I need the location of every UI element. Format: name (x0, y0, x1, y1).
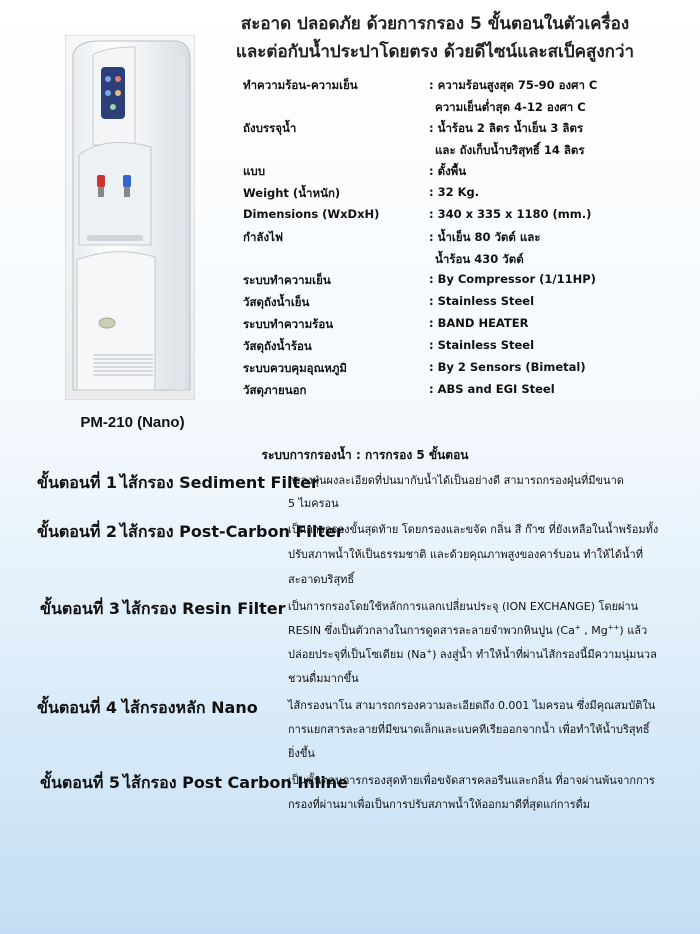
spec-value: : ABS and EGI Steel (429, 382, 555, 396)
spec-value: : 32 Kg. (429, 185, 480, 199)
step-desc-line: ปล่อยประจุที่เป็นโซเดียม (Na+) ลงสู่น้ำ ทำให้น้ำที่ผ่านไส้กรองนี้มีความนุ่มนวล (288, 647, 657, 661)
step-filter-name: ไส้กรอง Resin Filter (123, 599, 286, 618)
spec-value: : ตั้งพื้น (429, 164, 467, 178)
spec-label: Dimensions (WxDxH) (243, 207, 380, 221)
step-desc-line: การแยกสารละลายที่มีขนาดเล็กและแบคทีเรียออกจากน้ำ เพื่อทำให้น้ำบริสุทธิ์ (288, 723, 650, 736)
step-filter-name: ไส้กรองหลัก Nano (122, 698, 258, 717)
step-desc-line: เป็นการกรองขั้นสุดท้าย โดยกรองและขจัด กลิ่น สี ก๊าซ ที่ยังเหลือในน้ำพร้อมทั้ง (288, 523, 659, 536)
step-number: ขั้นตอนที่ 4 (37, 698, 118, 717)
step-desc-line: กรองที่ผ่านมาเพื่อเป็นการปรับสภาพน้ำให้ออกมาดีที่สุดแก่การดื่ม (288, 798, 591, 811)
water-dispenser-illustration (65, 35, 195, 400)
filter-section-title: ระบบการกรองน้ำ : การกรอง 5 ขั้นตอน (261, 448, 469, 462)
step-desc-line: ปรับสภาพน้ำให้เป็นธรรมชาติ และด้วยคุณภาพสูงของคาร์บอน ทำให้ได้น้ำที่ (288, 548, 643, 561)
spec-label: Weight (น้ำหนัก) (243, 186, 341, 200)
step-desc-line: 5 ไมครอน (288, 497, 339, 510)
step-number: ขั้นตอนที่ 2 (37, 522, 118, 541)
spec-value: : 340 x 335 x 1180 (mm.) (429, 207, 592, 221)
spec-value: : By 2 Sensors (Bimetal) (429, 360, 586, 374)
step-desc-line: ยิ่งขึ้น (288, 747, 315, 760)
step-desc-line: ชวนดื่มมากขึ้น (288, 672, 359, 685)
spec-value: : ความร้อนสูงสุด 75-90 องศา C (429, 78, 598, 92)
step-number: ขั้นตอนที่ 3 (40, 599, 121, 618)
spec-label: ถังบรรจุน้ำ (243, 121, 297, 135)
spec-label: ทำความร้อน-ความเย็น (243, 78, 358, 92)
headline-line-2: และต่อกับน้ำประปาโดยตรง ด้วยดีไซน์และสเป็คสูงกว่า (235, 42, 635, 62)
spec-label: ระบบควบคุมอุณหภูมิ (243, 361, 347, 375)
headline-line-1: สะอาด ปลอดภัย ด้วยการกรอง 5 ขั้นตอนในตัวเครื่อง (240, 14, 630, 34)
step-desc-line: กรองฝุ่นผงละเอียดที่ปนมากับน้ำได้เป็นอย่างดี สามารถกรองฝุ่นที่มีขนาด (288, 474, 624, 487)
step-desc-line: เป็นขั้นตอนการกรองสุดท้ายเพื่อขจัดสารคลอรีนและกลิ่น ที่อาจผ่านพ้นจากการ (288, 774, 655, 787)
step-desc-line: สะอาดบริสุทธิ์ (288, 573, 355, 586)
spec-label: กำลังไฟ (243, 230, 284, 244)
step-filter-name: ไส้กรอง Post-Carbon Filter (120, 522, 344, 541)
step-number: ขั้นตอนที่ 1 (37, 473, 118, 492)
step-desc-line: เป็นการกรองโดยใช้หลักการแลกเปลี่ยนประจุ (ION EXCHANGE) โดยผ่าน (288, 600, 639, 613)
spec-value-2: และ ถังเก็บน้ำบริสุทธิ์ 14 ลิตร (435, 143, 585, 157)
spec-label: วัสดุถังน้ำเย็น (243, 295, 310, 309)
spec-label: ระบบทำความเย็น (243, 273, 331, 287)
step-filter-name: ไส้กรอง Sediment Filter (120, 473, 319, 492)
spec-value: : น้ำร้อน 2 ลิตร น้ำเย็น 3 ลิตร (429, 121, 584, 135)
step-filter-name: ไส้กรอง Post Carbon Inline (123, 773, 348, 792)
spec-label: วัสดุถังน้ำร้อน (243, 339, 312, 353)
step-desc-line: RESIN ซึ่งเป็นตัวกลางในการดูดสารละลายจำพวกหินปูน (Ca+ , Mg++) แล้ว (288, 623, 648, 637)
step-number: ขั้นตอนที่ 5 (40, 773, 121, 792)
spec-value: : น้ำเย็น 80 วัตต์ และ (429, 230, 541, 244)
spec-value-2: ความเย็นต่ำสุด 4-12 องศา C (435, 100, 586, 114)
spec-value-2: น้ำร้อน 430 วัตต์ (435, 252, 524, 266)
product-caption: PM-210 (Nano) (80, 414, 185, 431)
spec-label: ระบบทำความร้อน (243, 317, 334, 331)
spec-value: : BAND HEATER (429, 316, 529, 330)
spec-label: วัสดุภายนอก (243, 383, 307, 397)
spec-value: : By Compressor (1/11HP) (429, 272, 596, 286)
spec-value: : Stainless Steel (429, 294, 535, 308)
step-desc-line: ไส้กรองนาโน สามารถกรองความละเอียดถึง 0.001 ไมครอน ซึ่งมีคุณสมบัติใน (288, 699, 656, 712)
spec-value: : Stainless Steel (429, 338, 535, 352)
spec-label: แบบ (243, 164, 266, 178)
product-image (65, 35, 195, 400)
